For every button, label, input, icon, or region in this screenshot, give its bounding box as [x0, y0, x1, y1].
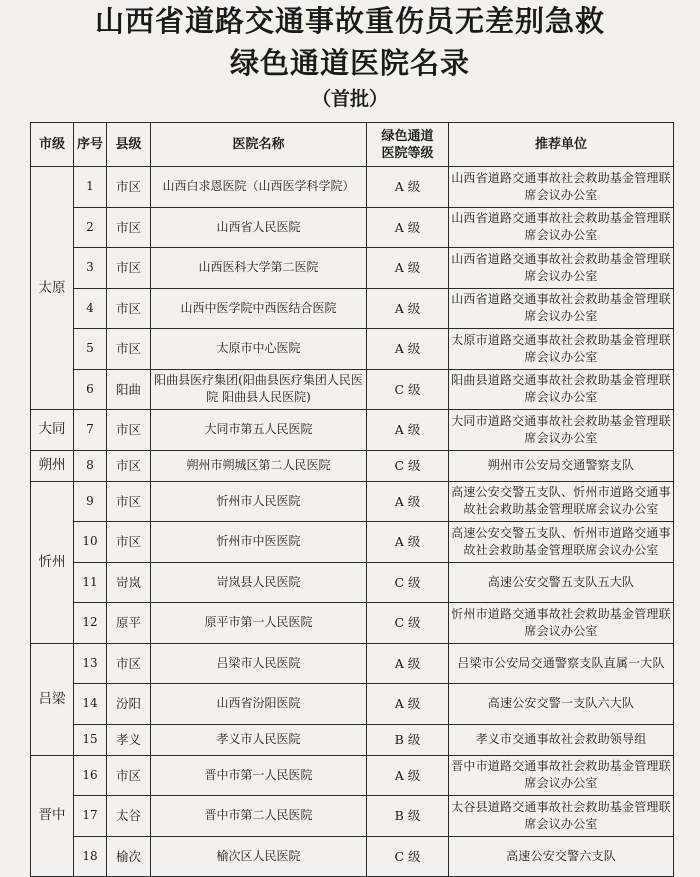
grade-cell: C 级 — [367, 603, 449, 644]
table-row — [31, 684, 674, 725]
title-line-1: 山西省道路交通事故重伤员无差别急救 — [94, 4, 605, 38]
hospital-cell: 晋中市第一人民医院 — [151, 755, 367, 796]
recommender-cell: 孝义市交通事故社会救助领导组 — [449, 724, 674, 755]
city-cell-xinzhou: 忻州 — [31, 481, 74, 643]
seq-cell: 10 — [74, 522, 107, 563]
hospital-cell: 原平市第一人民医院 — [151, 603, 367, 644]
seq-cell: 5 — [74, 329, 107, 370]
county-cell: 市区 — [107, 643, 151, 684]
county-cell: 汾阳 — [107, 684, 151, 725]
city-cell-shuozhou: 朔州 — [31, 450, 74, 481]
recommender-cell: 高速公安交警五支队五大队 — [449, 562, 674, 603]
table-row — [31, 167, 674, 208]
county-cell: 市区 — [107, 288, 151, 329]
seq-cell: 6 — [74, 369, 107, 410]
hospital-cell: 大同市第五人民医院 — [151, 410, 367, 451]
col-header-recommender: 推荐单位 — [449, 123, 674, 167]
recommender-cell: 晋中市道路交通事故社会救助基金管理联席会议办公室 — [449, 755, 674, 796]
subtitle: （首批） — [311, 88, 388, 110]
county-cell: 市区 — [107, 410, 151, 451]
county-cell: 市区 — [107, 450, 151, 481]
col-header-grade-line1: 绿色通道 — [381, 128, 434, 144]
hospital-cell: 山西省人民医院 — [151, 207, 367, 248]
table-row — [31, 562, 674, 603]
hospital-cell: 孝义市人民医院 — [151, 724, 367, 755]
recommender-cell: 山西省道路交通事故社会救助基金管理联席会议办公室 — [449, 288, 674, 329]
table-row — [31, 207, 674, 248]
county-cell: 市区 — [107, 522, 151, 563]
table-row — [31, 369, 674, 410]
seq-cell: 2 — [74, 207, 107, 248]
table-row — [31, 450, 674, 481]
grade-cell: B 级 — [367, 796, 449, 837]
seq-cell: 15 — [74, 724, 107, 755]
hospital-cell: 朔州市朔城区第二人民医院 — [151, 450, 367, 481]
seq-cell: 11 — [74, 562, 107, 603]
county-cell: 市区 — [107, 481, 151, 522]
seq-cell: 17 — [74, 796, 107, 837]
recommender-cell: 大同市道路交通事故社会救助基金管理联席会议办公室 — [449, 410, 674, 451]
recommender-cell: 高速公安交警五支队、忻州市道路交通事故社会救助基金管理联席会议办公室 — [449, 522, 674, 563]
grade-cell: A 级 — [367, 248, 449, 289]
county-cell: 市区 — [107, 207, 151, 248]
grade-cell: A 级 — [367, 167, 449, 208]
table-row — [31, 643, 674, 684]
seq-cell: 18 — [74, 836, 107, 877]
recommender-cell: 朔州市公安局交通警察支队 — [449, 450, 674, 481]
col-header-city: 市级 — [31, 123, 74, 167]
seq-cell: 13 — [74, 643, 107, 684]
col-header-county: 县级 — [107, 123, 151, 167]
seq-cell: 8 — [74, 450, 107, 481]
grade-cell: A 级 — [367, 481, 449, 522]
table-row — [31, 410, 674, 451]
hospital-cell: 阳曲县医疗集团(阳曲县医疗集团人民医院 阳曲县人民医院) — [151, 369, 367, 410]
table-row — [31, 755, 674, 796]
county-cell: 榆次 — [107, 836, 151, 877]
seq-cell: 9 — [74, 481, 107, 522]
col-header-grade-line2: 医院等级 — [381, 145, 434, 161]
city-cell-lvliang: 吕梁 — [31, 643, 74, 755]
title-line-2: 绿色通道医院名录 — [229, 46, 470, 80]
table-row — [31, 288, 674, 329]
col-header-seq: 序号 — [74, 123, 107, 167]
table-row — [31, 603, 674, 644]
table-row — [31, 248, 674, 289]
recommender-cell: 阳曲县道路交通事故社会救助基金管理联席会议办公室 — [449, 369, 674, 410]
recommender-cell: 吕梁市公安局交通警察支队直属一大队 — [449, 643, 674, 684]
table-row — [31, 481, 674, 522]
recommender-cell: 太原市道路交通事故社会救助基金管理联席会议办公室 — [449, 329, 674, 370]
table-row — [31, 796, 674, 837]
col-header-hospital: 医院名称 — [151, 123, 367, 167]
hospital-cell: 榆次区人民医院 — [151, 836, 367, 877]
seq-cell: 7 — [74, 410, 107, 451]
county-cell: 市区 — [107, 329, 151, 370]
seq-cell: 1 — [74, 167, 107, 208]
hospital-cell: 太原市中心医院 — [151, 329, 367, 370]
recommender-cell: 山西省道路交通事故社会救助基金管理联席会议办公室 — [449, 248, 674, 289]
table-header-row — [31, 123, 674, 167]
county-cell: 孝义 — [107, 724, 151, 755]
recommender-cell: 山西省道路交通事故社会救助基金管理联席会议办公室 — [449, 167, 674, 208]
grade-cell: C 级 — [367, 836, 449, 877]
recommender-cell: 山西省道路交通事故社会救助基金管理联席会议办公室 — [449, 207, 674, 248]
hospital-cell: 吕梁市人民医院 — [151, 643, 367, 684]
grade-cell: A 级 — [367, 522, 449, 563]
hospital-cell: 晋中市第二人民医院 — [151, 796, 367, 837]
grade-cell: A 级 — [367, 410, 449, 451]
grade-cell: B 级 — [367, 724, 449, 755]
hospital-cell: 山西省汾阳医院 — [151, 684, 367, 725]
grade-cell: C 级 — [367, 369, 449, 410]
county-cell: 太谷 — [107, 796, 151, 837]
hospital-cell: 山西医科大学第二医院 — [151, 248, 367, 289]
hospital-cell: 山西白求恩医院（山西医学科学院） — [151, 167, 367, 208]
table-row — [31, 329, 674, 370]
table-row — [31, 522, 674, 563]
grade-cell: A 级 — [367, 684, 449, 725]
county-cell: 市区 — [107, 167, 151, 208]
recommender-cell: 忻州市道路交通事故社会救助基金管理联席会议办公室 — [449, 603, 674, 644]
grade-cell: A 级 — [367, 643, 449, 684]
city-cell-jinzhong: 晋中 — [31, 755, 74, 877]
hospital-cell: 岢岚县人民医院 — [151, 562, 367, 603]
grade-cell: A 级 — [367, 329, 449, 370]
county-cell: 市区 — [107, 248, 151, 289]
seq-cell: 4 — [74, 288, 107, 329]
recommender-cell: 太谷县道路交通事故社会救助基金管理联席会议办公室 — [449, 796, 674, 837]
hospital-cell: 山西中医学院中西医结合医院 — [151, 288, 367, 329]
grade-cell: A 级 — [367, 755, 449, 796]
city-cell-datong: 大同 — [31, 410, 74, 451]
seq-cell: 3 — [74, 248, 107, 289]
table-row — [31, 836, 674, 877]
county-cell: 原平 — [107, 603, 151, 644]
col-header-grade — [367, 123, 449, 167]
recommender-cell: 高速公安交警一支队六大队 — [449, 684, 674, 725]
city-cell-taiyuan: 太原 — [31, 167, 74, 410]
county-cell: 阳曲 — [107, 369, 151, 410]
hospital-cell: 忻州市中医医院 — [151, 522, 367, 563]
grade-cell: A 级 — [367, 207, 449, 248]
seq-cell: 14 — [74, 684, 107, 725]
grade-cell: A 级 — [367, 288, 449, 329]
seq-cell: 12 — [74, 603, 107, 644]
county-cell: 市区 — [107, 755, 151, 796]
recommender-cell: 高速公安交警五支队、忻州市道路交通事故社会救助基金管理联席会议办公室 — [449, 481, 674, 522]
hospital-cell: 忻州市人民医院 — [151, 481, 367, 522]
table-row — [31, 724, 674, 755]
recommender-cell: 高速公安交警六支队 — [449, 836, 674, 877]
hospital-table — [30, 122, 674, 877]
grade-cell: C 级 — [367, 450, 449, 481]
county-cell: 岢岚 — [107, 562, 151, 603]
seq-cell: 16 — [74, 755, 107, 796]
grade-cell: C 级 — [367, 562, 449, 603]
